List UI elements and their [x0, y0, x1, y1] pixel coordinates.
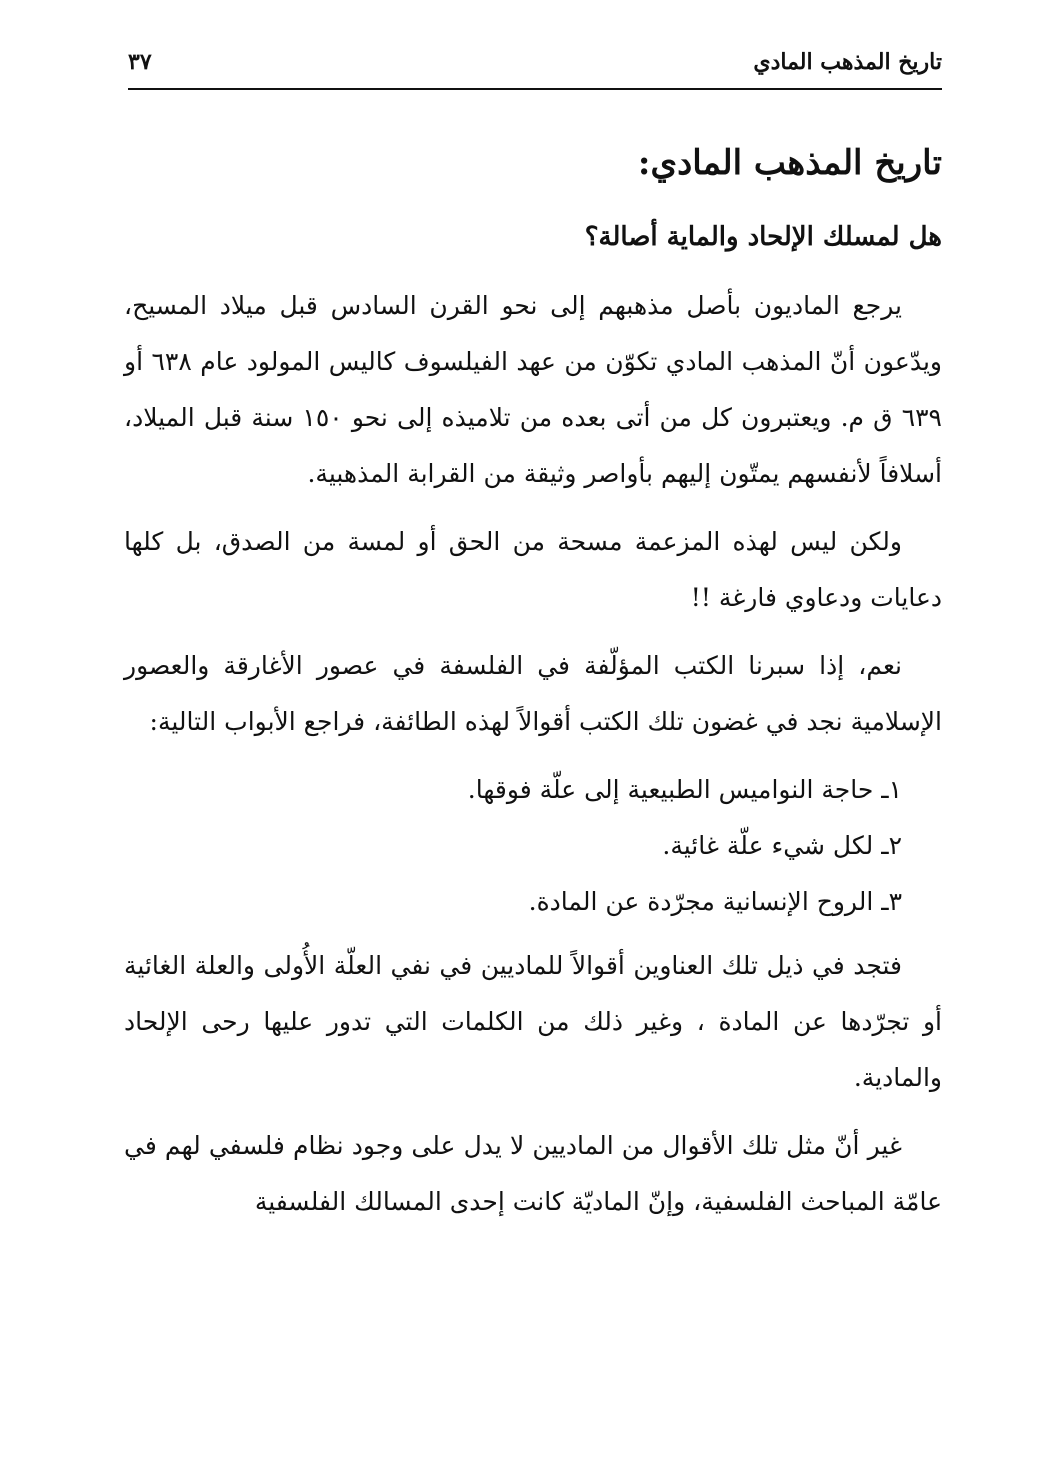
- paragraph-origin: يرجع الماديون بأصل مذهبهم إلى نحو القرن السادس قبل ميلاد المسيح، ويدّعون أنّ المذهب المادي تكوّن من عهد الفيلسوف كاليس المولود عام ٦٣٨ أو ٦٣٩ ق م. ويعتبرون كل من أتى بعده من تلاميذه إلى نحو ١٥٠ سنة قبل الميلاد، أسلافاً لأنفسهم يمتّون إليهم بأواصر وثيقة من القرابة المذهبية.: [124, 291, 942, 488]
- section-question: هل لمسلك الإلحاد والماية أصالة؟: [584, 222, 942, 252]
- paragraph-conclusion: غير أنّ مثل تلك الأقوال من الماديين لا يدل على وجود نظام فلسفي لهم في عامّة المباحث الفلسفية، وإنّ الماديّة كانت إحدى المسالك الفلسفية: [124, 1131, 942, 1216]
- list-item: ٣ـ الروح الإنسانية مجرّدة عن المادة.: [528, 887, 902, 916]
- topics-list: [124, 762, 942, 930]
- section-title: تاريخ المذهب المادي:: [637, 143, 942, 183]
- paragraph-sources: نعم، إذا سبرنا الكتب المؤلّفة في الفلسفة في عصور الأغارقة والعصور الإسلامية نجد في غضون تلك الكتب أقوالاً لهذه الطائفة، فراجع الأبواب التالية:: [124, 651, 942, 736]
- header-rule: [128, 88, 942, 90]
- list-item: ٢ـ لكل شيء علّة غائية.: [662, 831, 902, 860]
- running-header: [128, 40, 942, 84]
- running-title: تاريخ المذهب المادي: [753, 49, 942, 75]
- page-body: [124, 138, 942, 1242]
- list-item: ١ـ حاجة النواميس الطبيعية إلى علّة فوقها.: [467, 775, 902, 804]
- page-number: ٣٧: [128, 49, 152, 75]
- paragraph-materialist-views: فتجد في ذيل تلك العناوين أقوالاً للماديين في نفي العلّة الأُولى والعلة الغائية أو تجرّدها عن المادة ، وغير ذلك من الكلمات التي تدور عليها رحى الإلحاد والمادية.: [124, 951, 942, 1092]
- paragraph-refutation: ولكن ليس لهذه المزعمة مسحة من الحق أو لمسة من الصدق، بل كلها دعايات ودعاوي فارغة !!: [124, 527, 942, 612]
